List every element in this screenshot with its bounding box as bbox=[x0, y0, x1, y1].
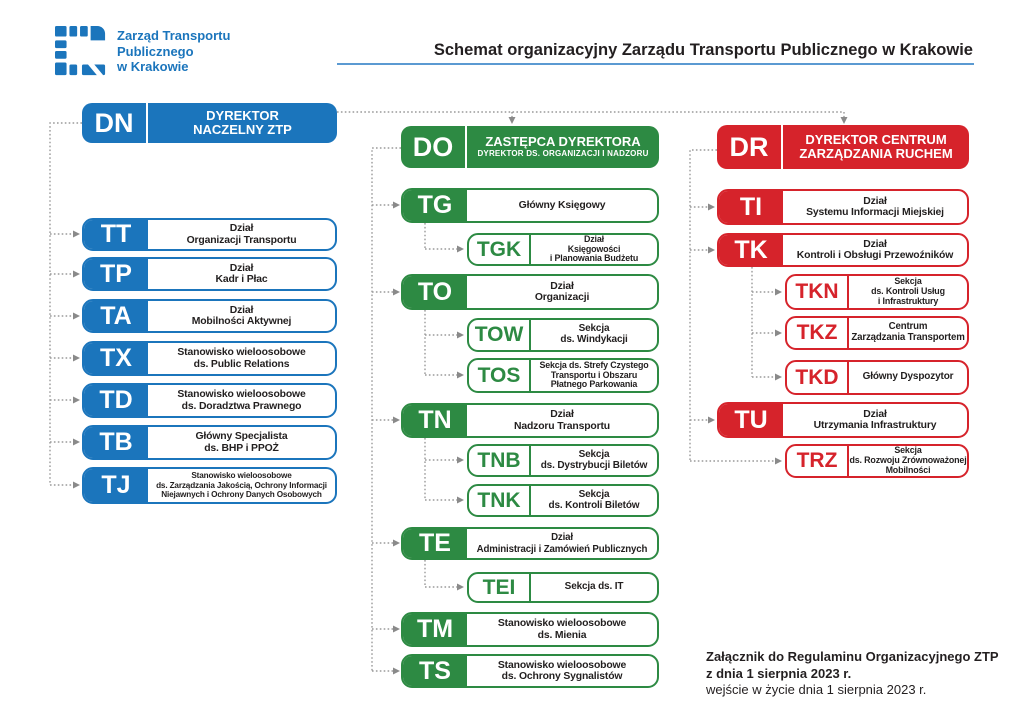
box-code: DO bbox=[401, 126, 467, 168]
box-label-line: Kadr i Płac bbox=[215, 274, 268, 285]
box-label bbox=[783, 404, 967, 436]
box-code: TT bbox=[84, 220, 148, 249]
box-label bbox=[148, 385, 335, 416]
box-label bbox=[148, 427, 335, 458]
org-box-dr bbox=[717, 125, 969, 169]
box-label-line: Dział bbox=[550, 280, 574, 292]
org-box-td bbox=[82, 383, 337, 418]
box-label-line: Niejawnych i Ochrony Danych Osobowych bbox=[161, 490, 322, 500]
box-code: TKZ bbox=[787, 318, 849, 348]
box-label-line: Organizacji bbox=[534, 292, 590, 303]
box-label bbox=[467, 529, 657, 558]
org-box-tu bbox=[717, 402, 969, 438]
box-code: TNB bbox=[469, 446, 531, 475]
box-code: TEI bbox=[469, 574, 531, 601]
box-label-line: Utrzymania Infrastruktury bbox=[813, 420, 937, 431]
box-code: TB bbox=[84, 427, 148, 458]
box-label-line: Stanowisko wieloosobowe bbox=[191, 471, 292, 481]
org-box-tx bbox=[82, 341, 337, 376]
box-label-line: ds. Zarządzania Jakością, Ochrony Informacji bbox=[156, 480, 327, 490]
box-label-line: ds. Kontroli Biletów bbox=[548, 499, 640, 511]
box-code: DN bbox=[82, 103, 148, 143]
org-box-tos bbox=[467, 358, 659, 393]
box-label-line: i Infrastruktury bbox=[877, 295, 939, 306]
org-box-tj bbox=[82, 467, 337, 504]
box-label-line: Główny Dyspozytor bbox=[862, 371, 954, 383]
box-code: TNK bbox=[469, 486, 531, 515]
box-code: TD bbox=[84, 385, 148, 416]
org-box-dn bbox=[82, 103, 337, 143]
box-label bbox=[148, 469, 335, 502]
box-code: TRZ bbox=[787, 446, 849, 476]
box-label-line: Systemu Informacji Miejskiej bbox=[806, 207, 944, 218]
box-label bbox=[531, 486, 657, 515]
box-label-line: ds. BHP i PPOŻ bbox=[204, 442, 279, 454]
box-code: TGK bbox=[469, 235, 531, 264]
box-label bbox=[148, 220, 335, 249]
org-box-tei bbox=[467, 572, 659, 603]
box-code: TOW bbox=[469, 320, 531, 350]
box-label bbox=[783, 191, 967, 223]
box-title bbox=[148, 103, 337, 143]
box-code: DR bbox=[717, 125, 783, 169]
box-label-line: Sekcja bbox=[894, 276, 922, 287]
org-box-trz bbox=[785, 444, 969, 478]
org-box-tn bbox=[401, 403, 659, 438]
box-label-line: Stanowisko wieloosobowe bbox=[497, 618, 627, 630]
box-title-line: ZASTĘPCA DYREKTORA bbox=[485, 133, 641, 149]
org-box-tgk bbox=[467, 233, 659, 266]
box-label-line: ds. Doradztwa Prawnego bbox=[181, 400, 302, 412]
box-label-line: ds. Dystrybucji Biletów bbox=[540, 459, 648, 471]
box-label-line: Sekcja bbox=[578, 323, 610, 335]
ztp-logo-icon bbox=[55, 24, 107, 78]
box-label-line: Sekcja bbox=[578, 488, 610, 500]
box-title bbox=[467, 126, 659, 168]
footer-line: wejście w życie dnia 1 sierpnia 2023 r. bbox=[706, 682, 927, 697]
box-label-line: Organizacji Transportu bbox=[186, 234, 297, 246]
org-box-ta bbox=[82, 299, 337, 333]
box-label bbox=[849, 318, 967, 348]
org-box-tk bbox=[717, 233, 969, 267]
box-label-line: ds. Kontroli Usług bbox=[871, 286, 945, 297]
box-label bbox=[467, 276, 657, 308]
box-label-line: Dział bbox=[863, 195, 887, 207]
ztp-logo-text bbox=[117, 24, 230, 78]
box-label-line: Kontroli i Obsługi Przewoźników bbox=[796, 250, 954, 261]
box-code: TM bbox=[403, 614, 467, 645]
box-label-line: Dział bbox=[229, 304, 254, 316]
box-label-line: Stanowisko wieloosobowe bbox=[177, 389, 306, 401]
box-title-line: DYREKTOR bbox=[206, 107, 279, 123]
box-label-line: Stanowisko wieloosobowe bbox=[177, 347, 306, 359]
box-label-line: ds. Windykacji bbox=[560, 334, 628, 345]
box-label bbox=[148, 259, 335, 289]
footer-note bbox=[706, 649, 999, 699]
org-box-tkn bbox=[785, 274, 969, 310]
org-box-te bbox=[401, 527, 659, 560]
logo-text-line: Zarząd Transportu bbox=[117, 28, 231, 43]
box-label-line: Główny Specjalista bbox=[195, 431, 288, 443]
box-label-line: Sekcja bbox=[578, 448, 610, 460]
box-title-line: DYREKTOR CENTRUM bbox=[805, 131, 947, 147]
org-box-tb bbox=[82, 425, 337, 460]
box-label-line: Główny Księgowy bbox=[518, 199, 606, 211]
org-box-tnk bbox=[467, 484, 659, 517]
org-box-tg bbox=[401, 188, 659, 223]
box-label bbox=[467, 405, 657, 436]
footer-line: z dnia 1 sierpnia 2023 r. bbox=[706, 665, 852, 681]
box-label-line: Nadzoru Transportu bbox=[513, 420, 611, 432]
box-label-line: Płatnego Parkowania bbox=[550, 379, 638, 390]
org-box-tkz bbox=[785, 316, 969, 350]
box-label-line: Sekcja bbox=[894, 445, 922, 456]
box-code: TP bbox=[84, 259, 148, 289]
box-label-line: Dział bbox=[551, 532, 573, 544]
box-code: TI bbox=[719, 191, 783, 223]
box-label bbox=[467, 190, 657, 221]
box-label bbox=[849, 362, 967, 393]
box-code: TG bbox=[403, 190, 467, 221]
box-code: TE bbox=[403, 529, 467, 558]
box-label bbox=[531, 574, 657, 601]
box-label-line: Dział bbox=[584, 233, 604, 244]
box-label-line: Dział bbox=[229, 262, 254, 274]
box-label-line: Sekcja ds. IT bbox=[564, 581, 624, 593]
box-label-line: Centrum bbox=[888, 321, 928, 333]
org-box-tt bbox=[82, 218, 337, 251]
footer-line: Załącznik do Regulaminu Organizacyjnego ZTP bbox=[706, 649, 999, 664]
box-label-line: Sekcja ds. Strefy Czystego bbox=[539, 359, 649, 370]
ztp-logo bbox=[55, 24, 230, 78]
box-code: TO bbox=[403, 276, 467, 308]
box-label bbox=[467, 656, 657, 686]
box-label-line: Dział bbox=[229, 223, 254, 235]
box-label bbox=[148, 343, 335, 374]
box-label-line: Dział bbox=[550, 409, 574, 421]
logo-text-line: Publicznego bbox=[117, 43, 194, 59]
org-box-to bbox=[401, 274, 659, 310]
org-box-ti bbox=[717, 189, 969, 225]
box-label bbox=[849, 276, 967, 308]
title-underline bbox=[337, 63, 974, 65]
box-code: TS bbox=[403, 656, 467, 686]
box-label-line: ds. Public Relations bbox=[193, 358, 290, 370]
box-code: TK bbox=[719, 235, 783, 265]
box-label bbox=[531, 446, 657, 475]
box-title-line: NACZELNY ZTP bbox=[193, 122, 292, 137]
box-code: TA bbox=[84, 301, 148, 331]
box-label bbox=[531, 235, 657, 264]
org-box-tow bbox=[467, 318, 659, 352]
box-code: TX bbox=[84, 343, 148, 374]
box-code: TN bbox=[403, 405, 467, 436]
box-title-line: DYREKTOR DS. ORGANIZACJI I NADZORU bbox=[477, 149, 649, 159]
box-title bbox=[783, 125, 969, 169]
box-label bbox=[531, 320, 657, 350]
org-box-tm bbox=[401, 612, 659, 647]
box-code: TOS bbox=[469, 360, 531, 391]
page-title: Schemat organizacyjny Zarządu Transportu Publicznego w Krakowie bbox=[433, 41, 973, 59]
org-box-ts bbox=[401, 654, 659, 688]
box-label-line: Administracji i Zamówień Publicznych bbox=[476, 543, 648, 555]
box-label-line: ds. Mienia bbox=[537, 629, 587, 641]
org-box-tnb bbox=[467, 444, 659, 477]
box-label bbox=[849, 446, 967, 476]
box-code: TKN bbox=[787, 276, 849, 308]
box-label-line: Zarządzania Transportem bbox=[851, 332, 965, 343]
box-label bbox=[148, 301, 335, 331]
box-label-line: Dział bbox=[863, 238, 887, 250]
box-label-line: Stanowisko wieloosobowe bbox=[497, 659, 627, 671]
box-code: TKD bbox=[787, 362, 849, 393]
box-label-line: i Planowania Budżetu bbox=[549, 253, 639, 264]
box-label-line: Księgowości bbox=[567, 243, 621, 254]
box-label-line: ds. Rozwoju Zrównoważonej bbox=[849, 455, 967, 466]
box-label bbox=[783, 235, 967, 265]
box-code: TJ bbox=[84, 469, 148, 502]
box-label-line: Mobilności Aktywnej bbox=[191, 316, 292, 327]
logo-text-line: w Krakowie bbox=[117, 59, 189, 74]
box-title-line: ZARZĄDZANIA RUCHEM bbox=[799, 146, 953, 161]
org-box-do bbox=[401, 126, 659, 168]
box-code: TU bbox=[719, 404, 783, 436]
box-label-line: ds. Ochrony Sygnalistów bbox=[501, 671, 623, 682]
box-label-line: Dział bbox=[863, 408, 887, 420]
box-label-line: Transportu i Obszaru bbox=[550, 369, 638, 380]
box-label bbox=[531, 360, 657, 391]
box-label bbox=[467, 614, 657, 645]
box-label-line: Mobilności bbox=[885, 464, 931, 475]
org-box-tkd bbox=[785, 360, 969, 395]
org-box-tp bbox=[82, 257, 337, 291]
